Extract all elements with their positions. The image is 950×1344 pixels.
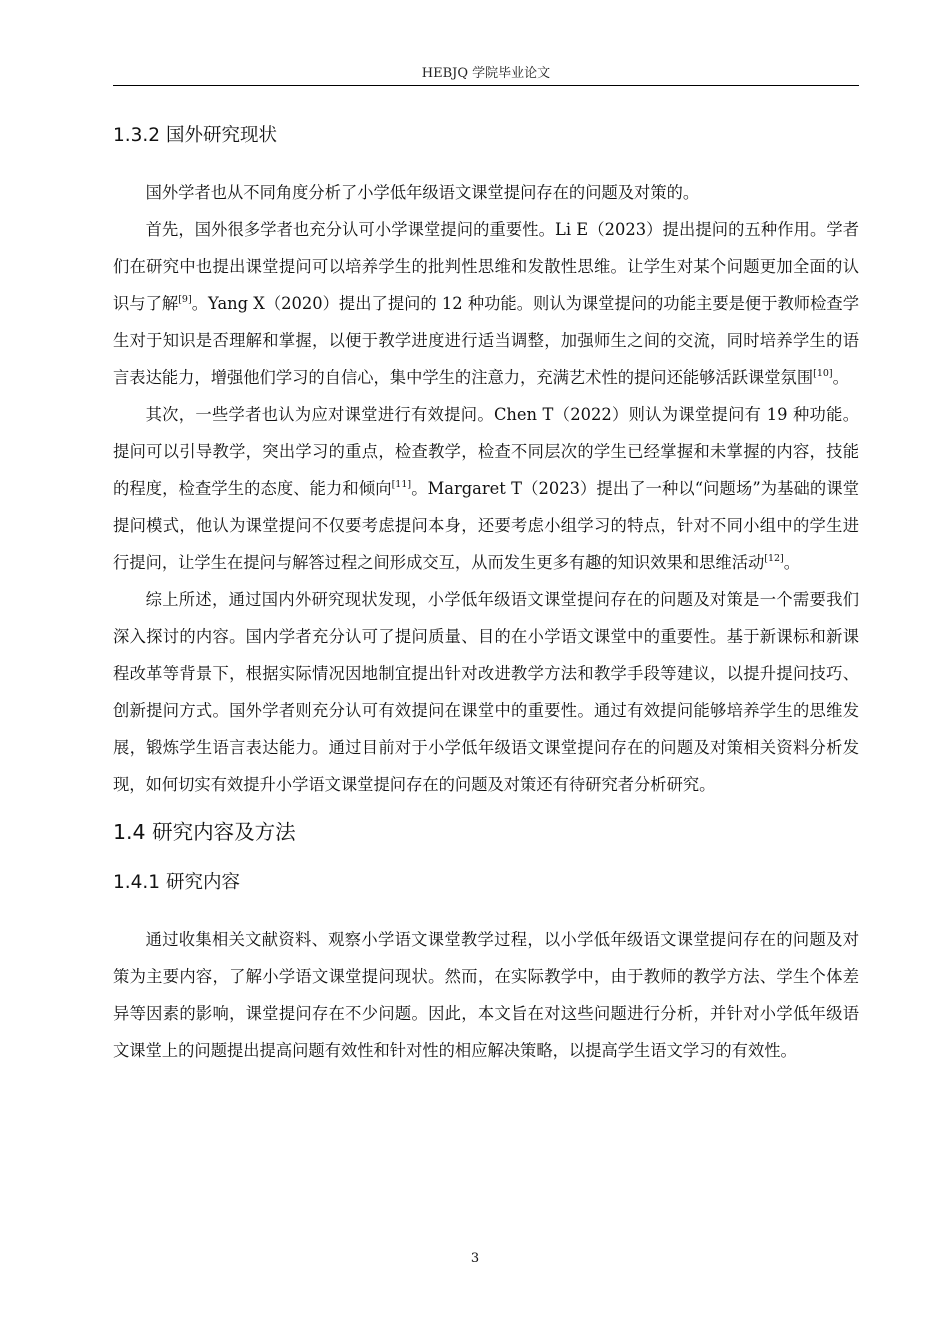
paragraph-second <box>113 396 859 581</box>
heading-1-4: 1.4 研究内容及方法 <box>113 820 296 844</box>
paragraph-intro-text: 国外学者也从不同角度分析了小学低年级语文课堂提问存在的问题及对策的。 <box>145 183 700 202</box>
paragraph-first-text-c: 。 <box>832 368 849 387</box>
page-body <box>113 118 859 1069</box>
citation-9: [9] <box>178 294 192 305</box>
paragraph-second-text-c: 。 <box>783 553 801 572</box>
header-rule <box>113 85 859 86</box>
paragraph-second-text-b: 。Margaret T（2023）提出了一种以“问题场”为基础的课堂提问模式，他认为课堂提问不仅要考虑提问本身，还要考虑小组学习的特点，针对不同小组中的学生进行提问，让学生在提问与解答过程之间形成交互，从而发生更多有趣的知识效果和思维活动 <box>113 479 859 572</box>
paragraph-intro <box>113 174 859 211</box>
paragraph-first-text-b: 。Yang X（2020）提出了提问的 12 种功能。则认为课堂提问的功能主要是便于教师检查学生对于知识是否理解和掌握，以便于教学进度进行适当调整，加强师生之间的交流，同时培养学生的语言表达能力，增强他们学习的自信心，集中学生的注意力，充满艺术性的提问还能够活跃课堂氛围 <box>113 294 859 387</box>
paragraph-summary <box>113 581 859 803</box>
paragraph-summary-text: 综上所述，通过国内外研究现状发现，小学低年级语文课堂提问存在的问题及对策是一个需要我们深入探讨的内容。国内学者充分认可了提问质量、目的在小学语文课堂中的重要性。基于新课标和新课程改革等背景下，根据实际情况因地制宜提出针对改进教学方法和教学手段等建议，以提升提问技巧、创新提问方式。国外学者则充分认可有效提问在课堂中的重要性。通过有效提问能够培养学生的思维发展，锻炼学生语言表达能力。通过目前对于小学低年级语文课堂提问存在的问题及对策相关资料分析发现，如何切实有效提升小学语文课堂提问存在的问题及对策还有待研究者分析研究。 <box>113 590 859 794</box>
paragraph-first-text-a: 首先，国外很多学者也充分认可小学课堂提问的重要性。Li E（2023）提出提问的五种作用。学者们在研究中也提出课堂提问可以培养学生的批判性思维和发散性思维。让学生对某个问题更加全面的认识与了解 <box>113 220 859 313</box>
citation-10: [10] <box>813 368 833 379</box>
heading-1-3-2: 1.3.2 国外研究现状 <box>113 125 277 146</box>
paragraph-research-content <box>113 921 859 1069</box>
citation-11: [11] <box>391 479 412 490</box>
citation-12: [12] <box>764 553 784 564</box>
paragraph-first <box>113 211 859 396</box>
page-number: 3 <box>470 1251 480 1266</box>
heading-1-4-1: 1.4.1 研究内容 <box>113 872 240 893</box>
paragraph-second-text-a: 其次，一些学者也认为应对课堂进行有效提问。Chen T（2022）则认为课堂提问有 19 种功能。提问可以引导教学，突出学习的重点，检查教学，检查不同层次的学生已经掌握和未掌握的内容，技能的程度，检查学生的态度、能力和倾向 <box>113 405 859 498</box>
running-header: HEBJQ 学院毕业论文 <box>421 66 551 81</box>
paragraph-research-content-text: 通过收集相关文献资料、观察小学语文课堂教学过程，以小学低年级语文课堂提问存在的问题及对策为主要内容，了解小学语文课堂提问现状。然而，在实际教学中，由于教师的教学方法、学生个体差异等因素的影响，课堂提问存在不少问题。因此，本文旨在对这些问题进行分析，并针对小学低年级语文课堂上的问题提出提高问题有效性和针对性的相应解决策略，以提高学生语文学习的有效性。 <box>113 930 859 1060</box>
